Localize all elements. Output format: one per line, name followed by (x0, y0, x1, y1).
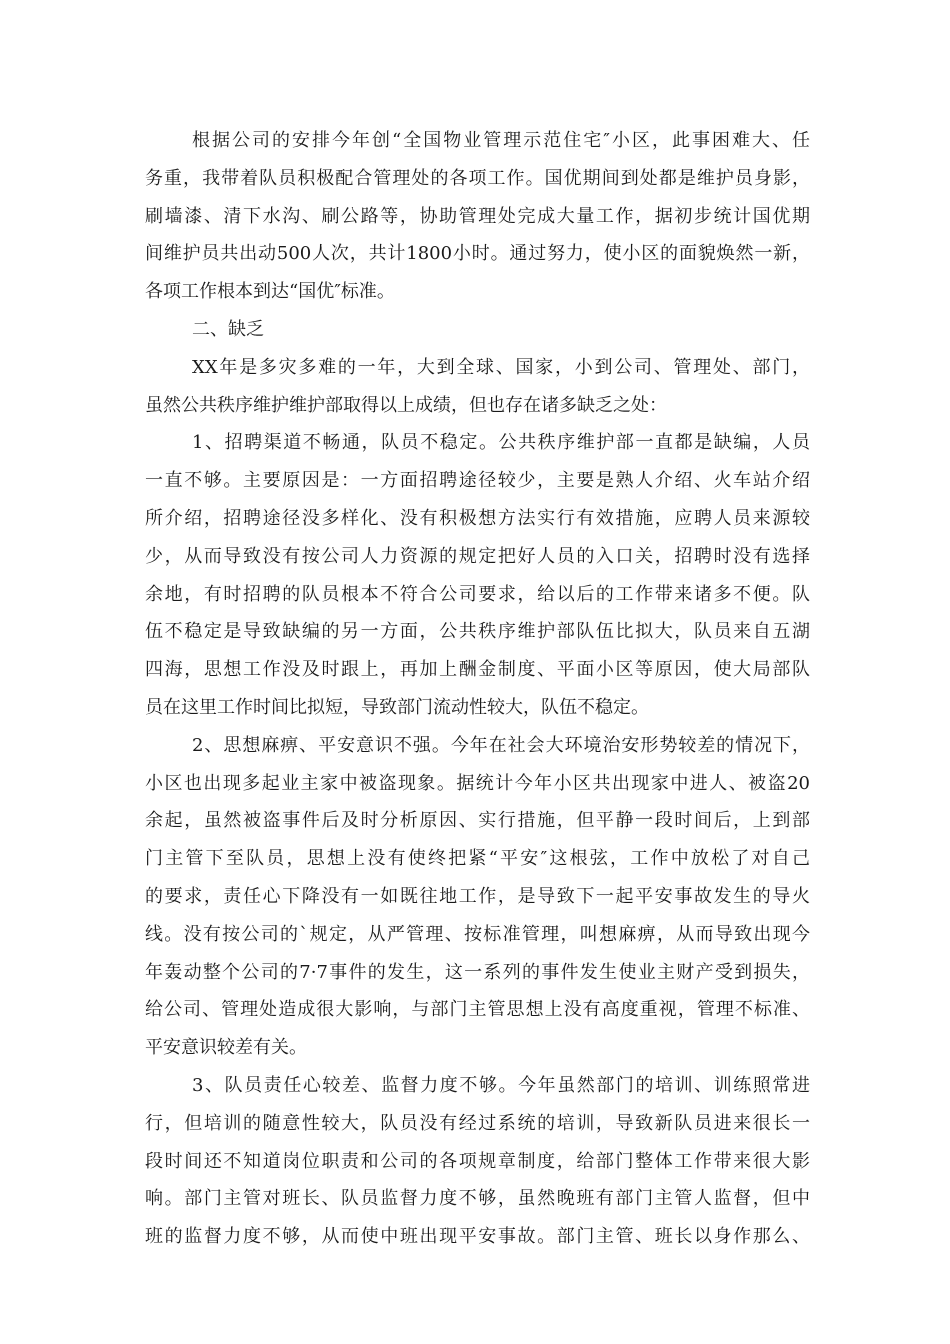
text-line: 响。部门主管对班长、队员监督力度不够，虽然晚班有部门主管人监督，但中 (145, 1188, 810, 1210)
text-line: 段时间还不知道岗位职责和公司的各项规章制度，给部门整体工作带来很大影 (145, 1150, 810, 1172)
text-line: 余起，虽然被盗事件后及时分析原因、实行措施，但平静一段时间后，上到部 (145, 810, 810, 832)
text-line: 1、招聘渠道不畅通，队员不稳定。公共秩序维护部一直都是缺编，人员 (192, 432, 810, 454)
text-line: 行，但培训的随意性较大，队员没有经过系统的培训，导致新队员进来很长一 (145, 1112, 810, 1134)
text-line: 余地，有时招聘的队员根本不符合公司要求，给以后的工作带来诸多不便。队 (145, 583, 810, 605)
text-line: 务重，我带着队员积极配合管理处的各项工作。国优期间到处都是维护员身影， (145, 167, 810, 189)
section-heading (145, 311, 810, 349)
text-line: 线。没有按公司的`规定，从严管理、按标准管理，叫想麻痹，从而导致出现今 (145, 923, 810, 945)
text-line: 一直不够。主要原因是：一方面招聘途径较少，主要是熟人介绍、火车站介绍 (145, 470, 810, 492)
text-line: 给公司、管理处造成很大影响，与部门主管思想上没有高度重视，管理不标准、 (145, 999, 810, 1021)
text-line: 的要求，责任心下降没有一如既往地工作，是导致下一起平安事故发生的导火 (145, 885, 810, 907)
text-line: 门主管下至队员，思想上没有使终把紧“平安″这根弦，工作中放松了对自己 (145, 848, 810, 870)
paragraph-intro (145, 122, 810, 311)
text-line: 刷墙漆、清下水沟、刷公路等，协助管理处完成大量工作，据初步统计国优期 (145, 205, 810, 227)
text-line: 所介绍，招聘途径没多样化、没有积极想方法实行有效措施，应聘人员来源较 (145, 507, 810, 529)
paragraph-point-3 (145, 1067, 810, 1256)
document-body (145, 122, 810, 1256)
text-line: 根据公司的安排今年创“全国物业管理示范住宅″小区，此事困难大、任 (192, 130, 810, 151)
heading-text: 二、缺乏 (192, 318, 264, 340)
text-line: 间维护员共出动500人次，共计1800小时。通过努力，使小区的面貌焕然一新， (145, 243, 810, 265)
paragraph-point-2 (145, 727, 810, 1067)
text-line: XX年是多灾多难的一年，大到全球、国家，小到公司、管理处、部门， (192, 356, 810, 378)
text-line: 虽然公共秩序维护维护部取得以上成绩，但也存在诸多缺乏之处： (145, 394, 667, 416)
text-line: 小区也出现多起业主家中被盗现象。据统计今年小区共出现家中进人、被盗20 (145, 772, 810, 794)
text-line: 各项工作根本到达“国优″标准。 (145, 281, 395, 303)
text-line: 班的监督力度不够，从而使中班出现平安事故。部门主管、班长以身作那么、 (145, 1226, 810, 1248)
text-line: 3、队员责任心较差、监督力度不够。今年虽然部门的培训、训练照常进 (192, 1074, 810, 1096)
text-line: 伍不稳定是导致缺编的另一方面，公共秩序维护部队伍比拟大，队员来自五湖 (145, 621, 810, 643)
text-line: 平安意识较差有关。 (145, 1037, 307, 1059)
text-line: 员在这里工作时间比拟短，导致部门流动性较大，队伍不稳定。 (145, 696, 649, 718)
text-line: 2、思想麻痹、平安意识不强。今年在社会大环境治安形势较差的情况下， (192, 734, 810, 756)
paragraph-summary (145, 349, 810, 425)
text-line: 年轰动整个公司的7·7事件的发生，这一系列的事件发生使业主财产受到损失， (145, 961, 810, 983)
text-line: 四海，思想工作没及时跟上，再加上酬金制度、平面小区等原因，使大局部队 (145, 659, 810, 681)
text-line: 少，从而导致没有按公司人力资源的规定把好人员的入口关，招聘时没有选择 (145, 545, 810, 567)
paragraph-point-1 (145, 424, 810, 726)
